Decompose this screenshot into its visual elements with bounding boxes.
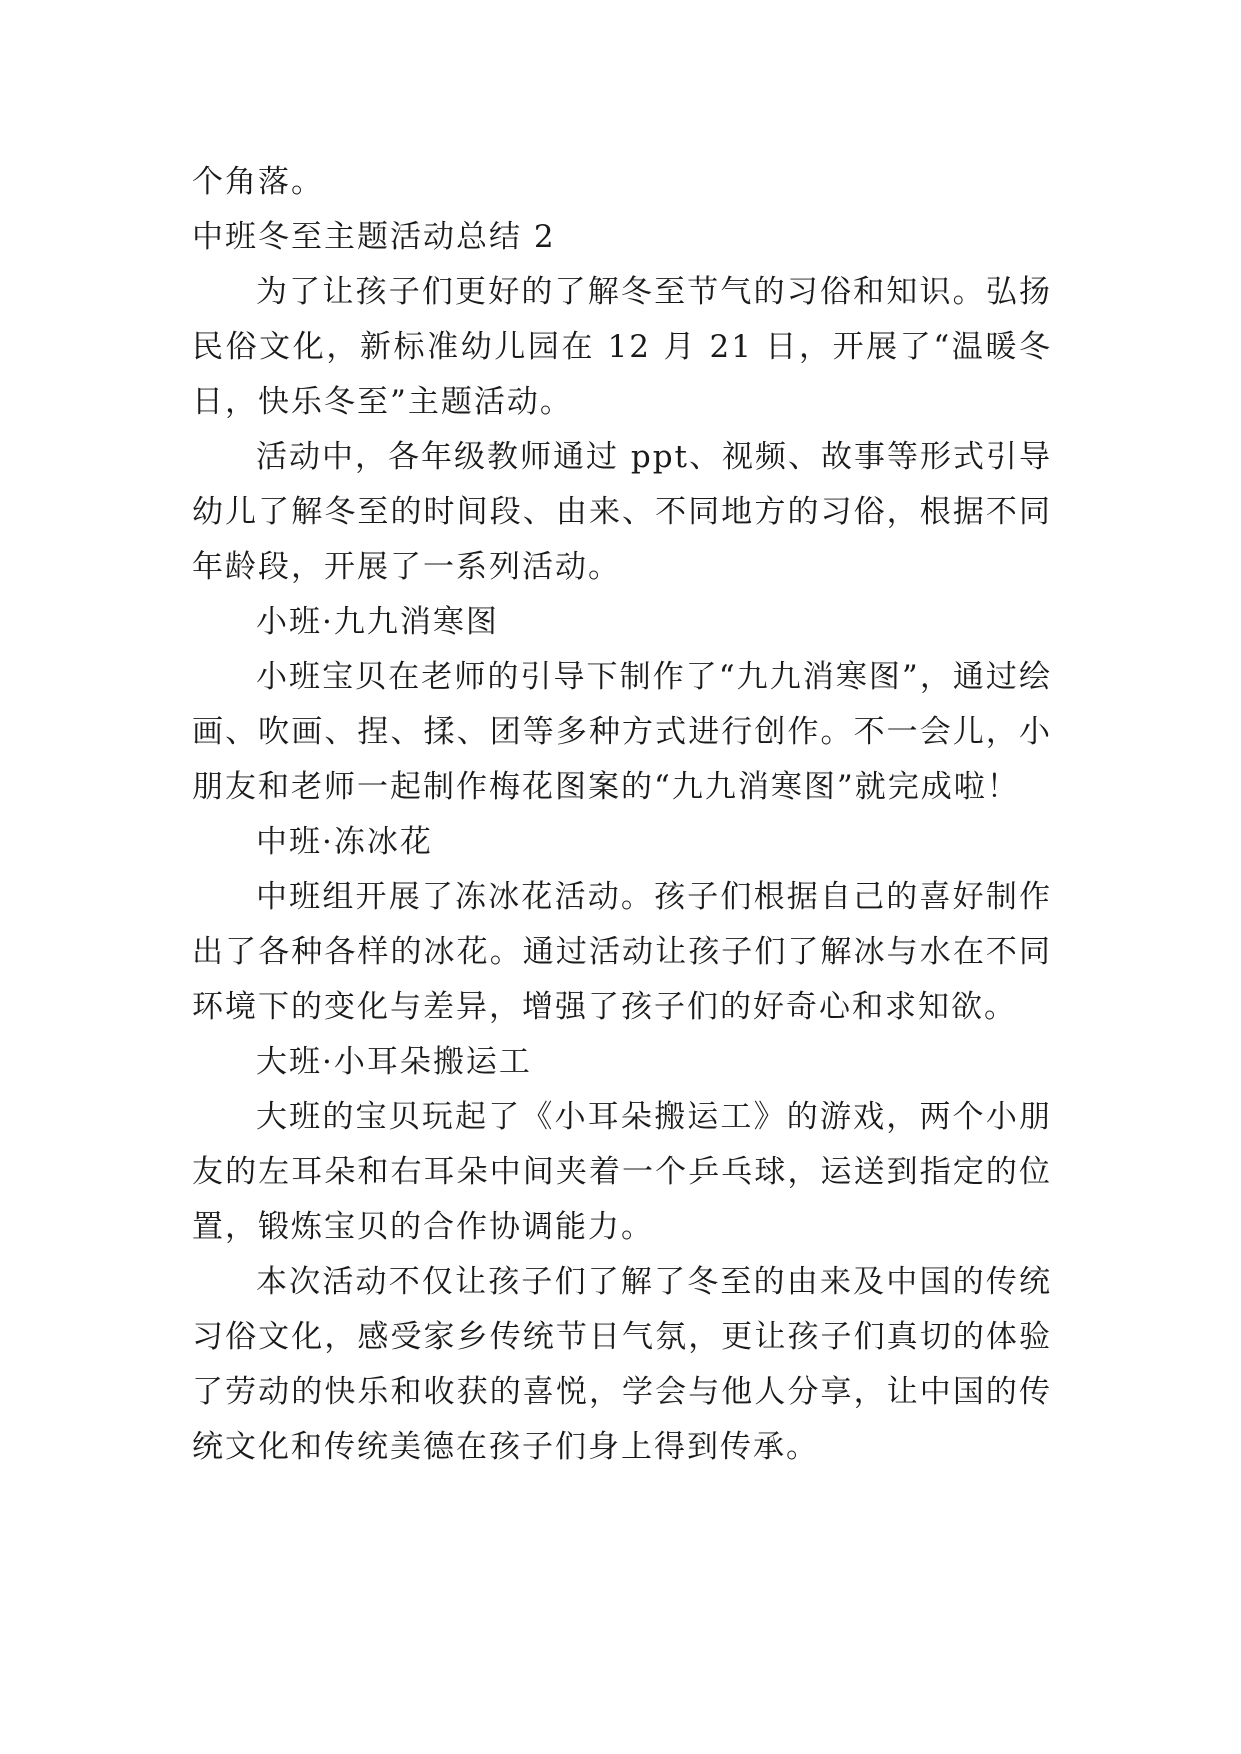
paragraph-conclusion: 本次活动不仅让孩子们了解了冬至的由来及中国的传统习俗文化，感受家乡传统节日气氛，更让孩子们真切的体验了劳动的快乐和收获的喜悦，学会与他人分享，让中国的传统文化和传统美德在孩子们身上得到传承。 (192, 1264, 1052, 1465)
paragraph-large-class: 大班的宝贝玩起了《小耳朵搬运工》的游戏，两个小朋友的左耳朵和右耳朵中间夹着一个乒乓球，运送到指定的位置，锻炼宝贝的合作协调能力。 (192, 1099, 1052, 1245)
paragraph-activities: 活动中，各年级教师通过 ppt、视频、故事等形式引导幼儿了解冬至的时间段、由来、不同地方的习俗，根据不同年龄段，开展了一系列活动。 (192, 439, 1052, 585)
paragraph-intro: 为了让孩子们更好的了解冬至节气的习俗和知识。弘扬民俗文化，新标准幼儿园在 12 月 21 日，开展了“温暖冬日，快乐冬至”主题活动。 (192, 274, 1052, 420)
continuation-line: 个角落。 (192, 164, 324, 200)
subheading-middle-class: 中班·冻冰花 (256, 824, 433, 860)
subheading-large-class: 大班·小耳朵搬运工 (256, 1044, 532, 1080)
subheading-small-class: 小班·九九消寒图 (256, 604, 499, 640)
paragraph-middle-class: 中班组开展了冻冰花活动。孩子们根据自己的喜好制作出了各种各样的冰花。通过活动让孩子们了解冰与水在不同环境下的变化与差异，增强了孩子们的好奇心和求知欲。 (192, 879, 1052, 1025)
paragraph-small-class: 小班宝贝在老师的引导下制作了“九九消寒图”，通过绘画、吹画、捏、揉、团等多种方式进行创作。不一会儿，小朋友和老师一起制作梅花图案的“九九消寒图”就完成啦！ (192, 659, 1052, 805)
section-title: 中班冬至主题活动总结 2 (192, 219, 556, 255)
document-body (192, 155, 1052, 1475)
